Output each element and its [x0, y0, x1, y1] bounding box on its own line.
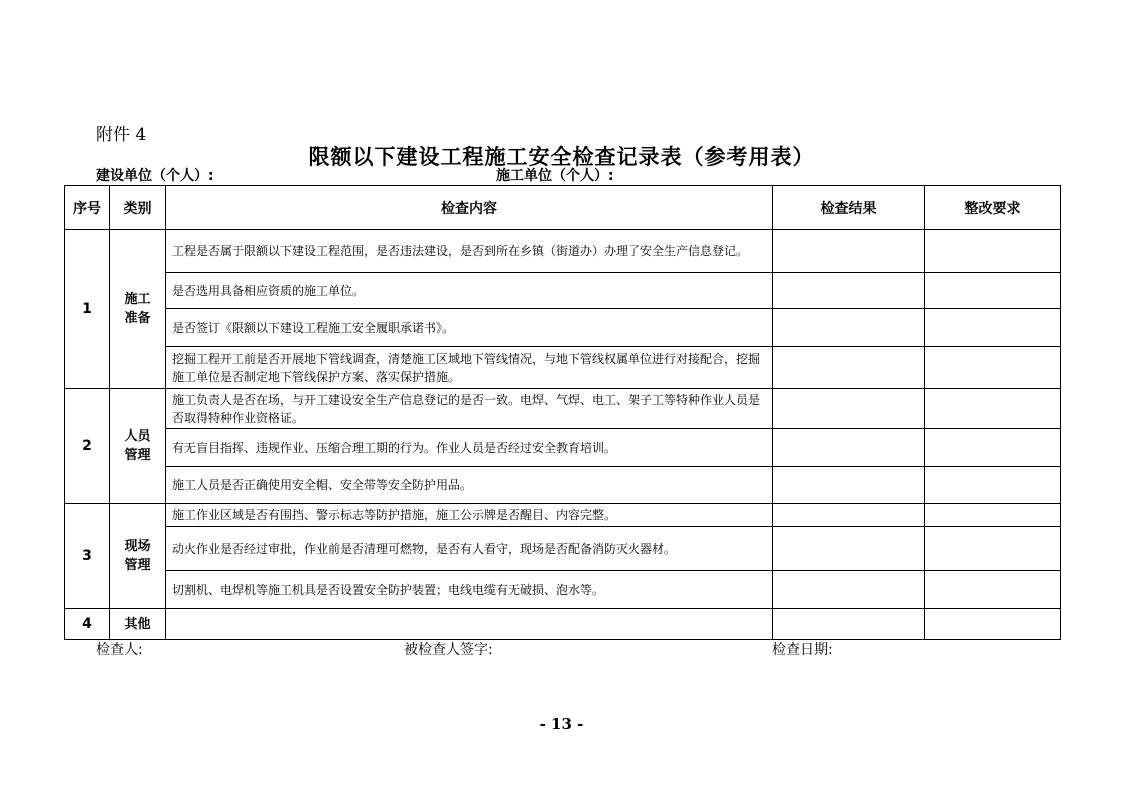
table-header-row	[65, 186, 1061, 230]
table-row	[65, 309, 1061, 347]
requirement-cell[interactable]	[925, 527, 1061, 571]
header-requirement: 整改要求	[925, 186, 1061, 230]
check-item: 是否签订《限额以下建设工程施工安全履职承诺书》。	[166, 309, 773, 347]
header-content: 检查内容	[166, 186, 773, 230]
result-cell[interactable]	[773, 273, 925, 309]
table-row	[65, 504, 1061, 527]
section-category-text: 施工 准备	[124, 292, 151, 326]
inspection-table	[64, 185, 1061, 640]
requirement-cell[interactable]	[925, 429, 1061, 467]
check-item: 施工负责人是否在场，与开工建设安全生产信息登记的是否一致。电焊、气焊、电工、架子工等特种作业人员是否取得特种作业资格证。	[166, 389, 773, 429]
check-item[interactable]	[166, 609, 773, 640]
section-number: 3	[65, 504, 110, 609]
builder-unit-label: 施工单位（个人）:	[496, 168, 614, 184]
requirement-cell[interactable]	[925, 389, 1061, 429]
check-item: 有无盲目指挥、违规作业、压缩合理工期的行为。作业人员是否经过安全教育培训。	[166, 429, 773, 467]
result-cell[interactable]	[773, 309, 925, 347]
construction-unit-label: 建设单位（个人）:	[96, 168, 214, 184]
header-no: 序号	[65, 186, 110, 230]
requirement-cell[interactable]	[925, 309, 1061, 347]
table-row	[65, 429, 1061, 467]
result-cell[interactable]	[773, 571, 925, 609]
section-category-text: 现场 管理	[124, 539, 151, 573]
inspectee-signature-label: 被检查人签字:	[404, 642, 493, 658]
header-result: 检查结果	[773, 186, 925, 230]
section-number: 4	[65, 609, 110, 640]
result-cell[interactable]	[773, 504, 925, 527]
requirement-cell[interactable]	[925, 609, 1061, 640]
check-item: 工程是否属于限额以下建设工程范围，是否违法建设，是否到所在乡镇（街道办）办理了安全生产信息登记。	[166, 230, 773, 273]
requirement-cell[interactable]	[925, 504, 1061, 527]
check-item: 挖掘工程开工前是否开展地下管线调查，清楚施工区域地下管线情况，与地下管线权属单位进行对接配合，挖掘施工单位是否制定地下管线保护方案、落实保护措施。	[166, 347, 773, 389]
result-cell[interactable]	[773, 527, 925, 571]
table-row	[65, 467, 1061, 504]
check-item: 是否选用具备相应资质的施工单位。	[166, 273, 773, 309]
table-row	[65, 527, 1061, 571]
result-cell[interactable]	[773, 609, 925, 640]
requirement-cell[interactable]	[925, 347, 1061, 389]
page-title: 限额以下建设工程施工安全检查记录表（参考用表）	[308, 144, 815, 169]
check-item: 施工人员是否正确使用安全帽、安全带等安全防护用品。	[166, 467, 773, 504]
table-row	[65, 230, 1061, 273]
section-category	[110, 504, 166, 609]
table-row	[65, 609, 1061, 640]
section-number: 1	[65, 230, 110, 389]
table-row	[65, 389, 1061, 429]
header-category: 类别	[110, 186, 166, 230]
table-row	[65, 273, 1061, 309]
section-category: 其他	[110, 609, 166, 640]
requirement-cell[interactable]	[925, 467, 1061, 504]
check-item: 切割机、电焊机等施工机具是否设置安全防护装置；电线电缆有无破损、泡水等。	[166, 571, 773, 609]
inspector-label: 检查人:	[96, 642, 143, 658]
section-number: 2	[65, 389, 110, 504]
result-cell[interactable]	[773, 429, 925, 467]
result-cell[interactable]	[773, 230, 925, 273]
section-category	[110, 389, 166, 504]
requirement-cell[interactable]	[925, 273, 1061, 309]
attachment-label: 附件 4	[96, 125, 147, 145]
check-item: 动火作业是否经过审批，作业前是否清理可燃物，是否有人看守，现场是否配备消防灭火器材。	[166, 527, 773, 571]
result-cell[interactable]	[773, 467, 925, 504]
section-category	[110, 230, 166, 389]
page-number: - 13 -	[539, 715, 584, 733]
requirement-cell[interactable]	[925, 230, 1061, 273]
section-category-text: 人员 管理	[124, 429, 151, 463]
table-row	[65, 347, 1061, 389]
result-cell[interactable]	[773, 389, 925, 429]
table-row	[65, 571, 1061, 609]
requirement-cell[interactable]	[925, 571, 1061, 609]
result-cell[interactable]	[773, 347, 925, 389]
check-item: 施工作业区域是否有围挡、警示标志等防护措施，施工公示牌是否醒目、内容完整。	[166, 504, 773, 527]
inspection-date-label: 检查日期:	[772, 642, 833, 658]
